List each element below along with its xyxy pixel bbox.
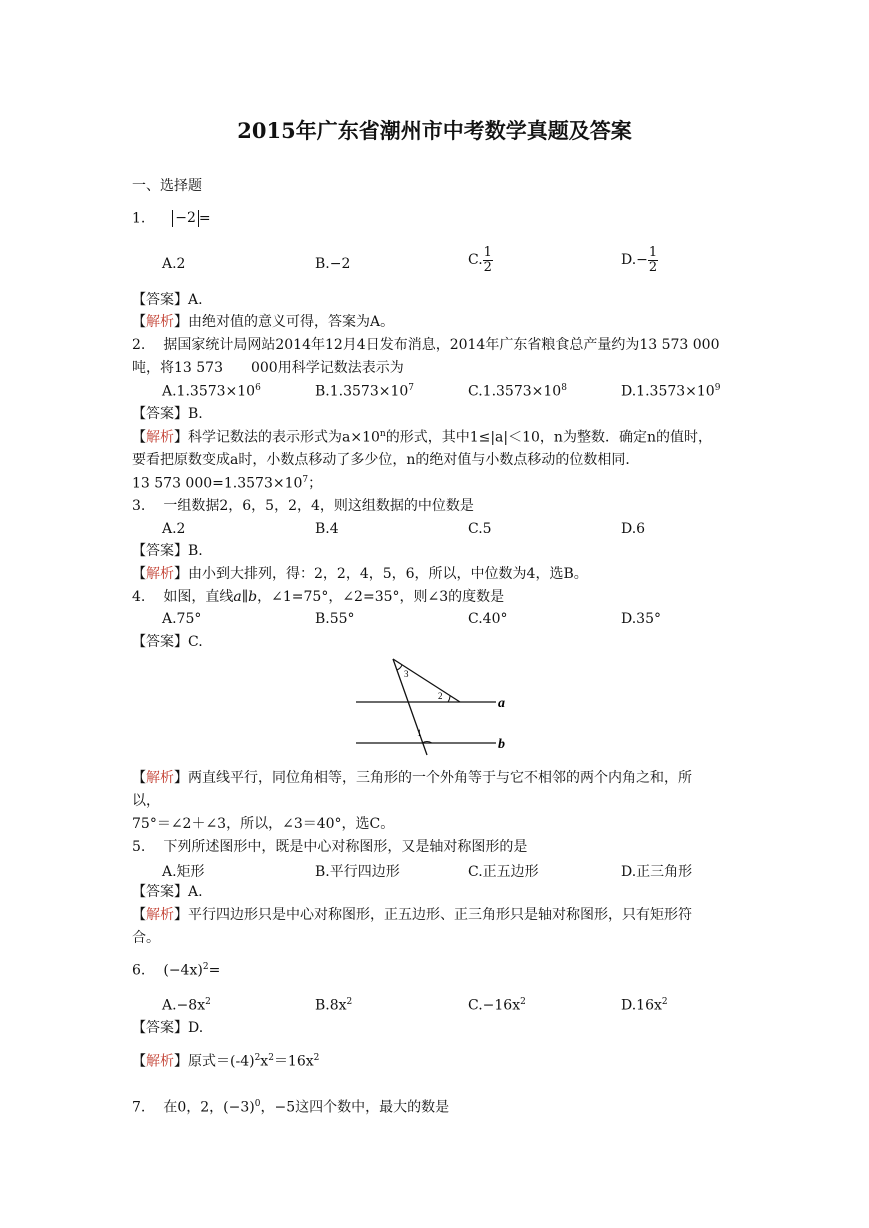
option-c: C.5 [468, 521, 492, 537]
absolute-value-expression: −2 [172, 210, 199, 227]
question-5: 5. 下列所述图形中，既是中心对称图形，又是轴对称图形的是 [132, 839, 528, 855]
question-3: 3. 一组数据2，6，5，2，4，则这组数据的中位数是 [132, 498, 474, 514]
line-b-label: b [498, 737, 505, 752]
question-6: 6. $(-4x)^2=$ [132, 962, 221, 979]
answer-line: 【答案】B. [132, 406, 203, 422]
option-a: A.2 [162, 521, 186, 537]
option-d: D.− $\frac{1}{2}$ [621, 245, 658, 275]
fraction: $\frac{1}{2}$ [648, 245, 658, 275]
question-1: 1. −2 = [132, 210, 211, 227]
answer-line: 【答案】C. [132, 634, 203, 650]
option-a: $A.1.3573\times 10^6$ [162, 383, 261, 400]
question-4: 4. 如图，直线a∥b，∠1=75°，∠2=35°，则∠3的度数是 [132, 589, 505, 605]
answer-line: 【答案】B. [132, 543, 203, 559]
analysis-line: 【解析】原式$=(-4)^2x^2=16x^2$ [132, 1053, 320, 1070]
analysis-line: 合。 [132, 930, 160, 946]
fraction: $\frac{1}{2}$ [483, 245, 492, 275]
analysis-line: 以， [132, 793, 160, 809]
option-b: B.4 [315, 521, 339, 537]
page-title: 2015年广东省潮州市中考数学真题及答案 [237, 118, 632, 143]
option-b: $B.8x^2$ [315, 997, 353, 1014]
option-c: C.正五边形 [468, 864, 539, 880]
option-c: $C.1.3573\times 10^8$ [468, 383, 567, 400]
angle-1-label: 1 [417, 728, 422, 738]
analysis-line: 【解析】由绝对值的意义可得，答案为A。 [132, 314, 395, 330]
triangle-side [393, 659, 460, 702]
question-7: 7. 在0，2，$(-3)^0$，−5这四个数中，最大的数是 [132, 1099, 450, 1116]
question-number: 1. [132, 210, 146, 227]
analysis-line: 【解析】两直线平行，同位角相等，三角形的一个外角等于与它不相邻的两个内角之和，所 [132, 770, 692, 786]
option-a: A.75° [162, 611, 202, 627]
option-a: $A.-8x^2$ [162, 997, 211, 1014]
analysis-line: 要看把原数变成a时，小数点移动了多少位，n的绝对值与小数点移动的位数相同． [132, 452, 640, 468]
parallel-lines-figure [350, 655, 520, 760]
answer-line: 【答案】A. [132, 292, 203, 308]
analysis-line: 【解析】平行四边形只是中心对称图形，正五边形、正三角形只是轴对称图形，只有矩形符 [132, 907, 692, 923]
transversal [393, 659, 427, 755]
option-c: C.40° [468, 611, 508, 627]
option-b: B.平行四边形 [315, 864, 400, 880]
angle-3-arc [397, 665, 402, 670]
option-d: $D.1.3573\times 10^9$ [621, 383, 721, 400]
analysis-line: 75°＝∠2＋∠3，所以，∠3＝40°，选C。 [132, 816, 395, 832]
option-c: C. $\frac{1}{2}$ [468, 245, 492, 275]
angle-3-label: 3 [404, 669, 409, 679]
line-a-label: a [498, 696, 505, 711]
option-b: $B.1.3573\times 10^7$ [315, 383, 415, 400]
analysis-line: 【解析】科学记数法的表示形式为$a\times 10^n$的形式，其中1≤|a|＜10，n为整数．确定n的值时， [132, 429, 712, 446]
answer-line: 【答案】D. [132, 1020, 204, 1036]
option-d: D.6 [621, 521, 646, 537]
option-d: D.35° [621, 611, 661, 627]
analysis-line: 【解析】由小到大排列，得：2，2，4，5，6，所以，中位数为4，选B。 [132, 566, 588, 582]
option-a: A.2 [162, 256, 186, 272]
angle-2-label: 2 [438, 691, 443, 701]
section-heading: 一、选择题 [132, 178, 202, 194]
option-b: B.−2 [315, 256, 351, 272]
question-2: 2. 据国家统计局网站2014年12月4日发布消息，2014年广东省粮食总产量约为13 573 000 [132, 337, 720, 353]
option-c: $C.-16x^2$ [468, 997, 526, 1014]
option-b: B.55° [315, 611, 355, 627]
answer-line: 【答案】A. [132, 884, 203, 900]
angle-2-arc [448, 696, 450, 702]
option-d: D.正三角形 [621, 864, 693, 880]
option-d: $D.16x^2$ [621, 997, 668, 1014]
question-2-line2: 吨，将13 573 000用科学记数法表示为 [132, 360, 404, 376]
option-a: A.矩形 [162, 864, 205, 880]
analysis-line: 13 573 $000=1.3573\times 10^7$； [132, 475, 323, 492]
